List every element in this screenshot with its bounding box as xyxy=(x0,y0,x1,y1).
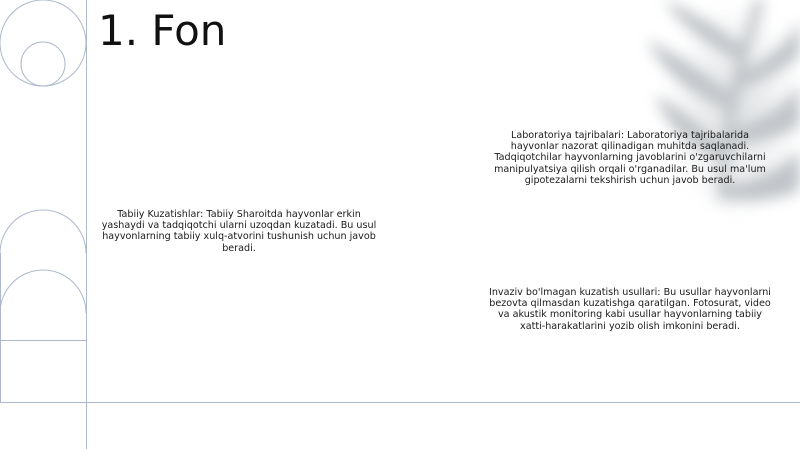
circle-large-outline xyxy=(0,0,86,86)
paragraph-non-invasive-methods: Invaziv bo'lmagan kuzatish usullari: Bu usullar hayvonlarni bezovta qilmasdan kuzatishga qaratilgan. Fotosurat, video va akustik monitoring kabi usullar hayvonlarning tabiiy xatti-harakatlarini yozib olish imkonini beradi. xyxy=(489,287,771,332)
paragraph-natural-observations: Tabiiy Kuzatishlar: Tabiiy Sharoitda hayvonlar erkin yashaydi va tadqiqotchi ularni uzoqdan kuzatadi. Bu usul hayvonlarning tabiiy xulq-atvorini tushunish uchun javob beradi. xyxy=(101,209,377,254)
slide-title: 1. Fon xyxy=(98,6,227,55)
paragraph-laboratory-experiments: Laboratoriya tajribalari: Laboratoriya tajribalarida hayvonlar nazorat qilinadigan muhitda saqlanadi. Tadqiqotchilar hayvonlarning javoblarini o'zgaruvchilarni manipulyatsiya qilish orqali o'rganadilar. Bu usul ma'lum gipotezalarni tekshirish uchun javob beradi. xyxy=(494,130,766,186)
arch-lower xyxy=(0,270,86,313)
leaf-shadow-decoration xyxy=(648,0,800,220)
circle-small-outline xyxy=(21,42,65,86)
arch-upper xyxy=(0,210,86,253)
